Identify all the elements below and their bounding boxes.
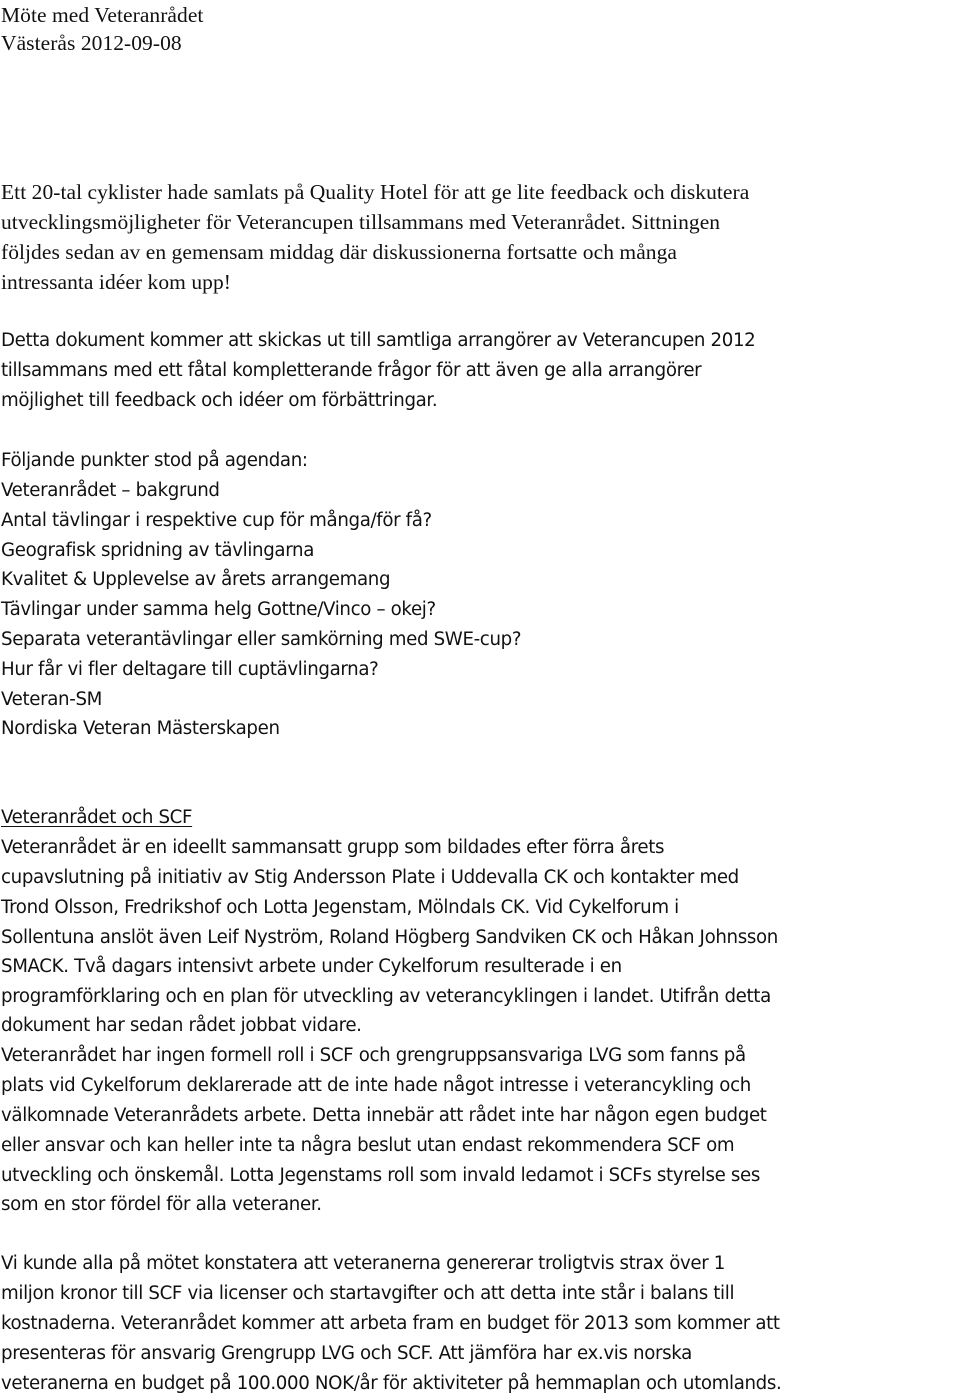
intro-line: intressanta idéer kom upp! [1,270,231,294]
paragraph-line: presenteras för ansvarig Grengrupp LVG och SCF. Att jämföra har ex.vis norska [1,1343,692,1364]
paragraph-line: Veteranrådet är en ideellt sammansatt grupp som bildades efter förra årets [1,837,665,858]
distribution-line: möjlighet till feedback och idéer om förbättringar. [1,390,438,411]
paragraph-line: Vi kunde alla på mötet konstatera att veteranerna genererar troligtvis strax över 1 [1,1253,725,1274]
paragraph-line: Trond Olsson, Fredrikshof och Lotta Jegenstam, Mölndals CK. Vid Cykelforum i [1,897,679,918]
paragraph-line: välkomnade Veteranrådets arbete. Detta innebär att rådet inte har någon egen budget [1,1105,767,1126]
paragraph-line: plats vid Cykelforum deklarerade att de inte hade något intresse i veterancykling och [1,1075,751,1096]
paragraph-line: miljon kronor till SCF via licenser och startavgifter och att detta inte står i balans till [1,1283,735,1304]
paragraph-line: SMACK. Två dagars intensivt arbete under Cykelforum resulterade i en [1,956,622,977]
agenda-item: Geografisk spridning av tävlingarna [1,540,314,561]
agenda-item: Antal tävlingar i respektive cup för många/för få? [1,510,432,531]
paragraph-line: utveckling och önskemål. Lotta Jegenstams roll som invald ledamot i SCFs styrelse ses [1,1165,760,1186]
paragraph-line: kostnaderna. Veteranrådet kommer att arbeta fram en budget för 2013 som kommer att [1,1313,780,1334]
agenda-item: Veteranrådet – bakgrund [1,480,220,501]
agenda-item: Tävlingar under samma helg Gottne/Vinco – okej? [1,599,436,620]
agenda-item: Kvalitet & Upplevelse av årets arrangemang [1,569,391,590]
distribution-line: Detta dokument kommer att skickas ut till samtliga arrangörer av Veterancupen 2012 [1,330,756,351]
paragraph-line: eller ansvar och kan heller inte ta några beslut utan endast rekommendera SCF om [1,1135,735,1156]
paragraph-line: dokument har sedan rådet jobbat vidare. [1,1015,362,1036]
intro-line: Ett 20-tal cyklister hade samlats på Quality Hotel för att ge lite feedback och diskutera [1,180,750,204]
paragraph-line: som en stor fördel för alla veteraner. [1,1194,322,1215]
paragraph-line: Veteranrådet har ingen formell roll i SCF och grengruppsansvariga LVG som fanns på [1,1045,746,1066]
intro-line: följdes sedan av en gemensam middag där diskussionerna fortsatte och många [1,240,677,264]
agenda-item: Hur får vi fler deltagare till cuptävlingarna? [1,659,379,680]
agenda-heading: Följande punkter stod på agendan: [1,450,308,471]
agenda-item: Veteran-SM [1,689,102,710]
agenda-item: Nordiska Veteran Mästerskapen [1,718,280,739]
place-date: Västerås 2012-09-08 [1,31,182,55]
document-title: Möte med Veteranrådet [1,3,204,27]
paragraph-line: programförklaring och en plan för utveckling av veterancyklingen i landet. Utifrån detta [1,986,771,1007]
paragraph-line: cupavslutning på initiativ av Stig Andersson Plate i Uddevalla CK och kontakter med [1,867,739,888]
paragraph-line: veteranerna en budget på 100.000 NOK/år för aktiviteter på hemmaplan och utomlands. [1,1373,782,1394]
paragraph-line: Sollentuna anslöt även Leif Nyström, Roland Högberg Sandviken CK och Håkan Johnsson [1,927,778,948]
section-heading: Veteranrådet och SCF [1,807,193,828]
distribution-line: tillsammans med ett fåtal kompletterande frågor för att även ge alla arrangörer [1,360,702,381]
intro-line: utvecklingsmöjligheter för Veterancupen tillsammans med Veteranrådet. Sittningen [1,210,721,234]
agenda-item: Separata veterantävlingar eller samkörning med SWE-cup? [1,629,522,650]
